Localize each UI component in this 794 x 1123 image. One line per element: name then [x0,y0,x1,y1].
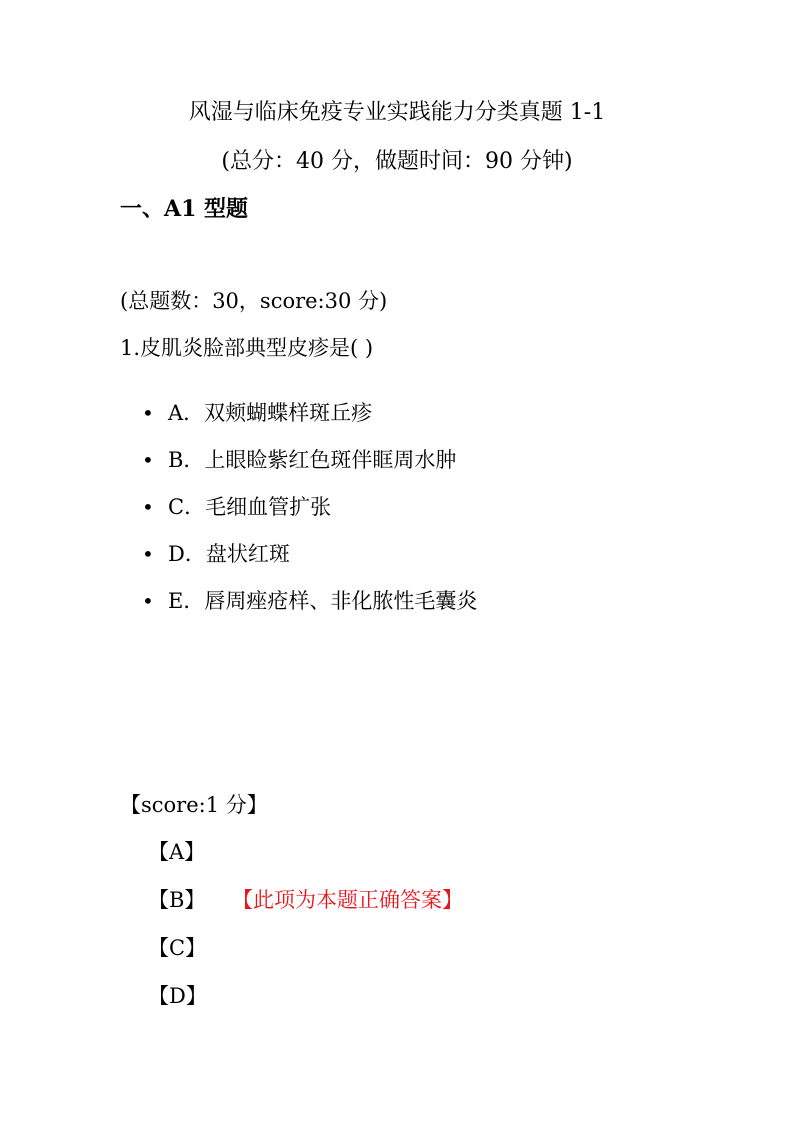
answer-row-b [148,885,463,933]
answer-row-c [148,933,463,981]
option-b [140,445,477,492]
option-d [140,539,477,586]
answer-letter: 【C】 [148,936,207,960]
option-label: C．毛细血管扩张 [168,495,332,519]
answer-row-a [148,837,463,885]
bullet-icon: • [142,448,154,472]
section-summary: (总题数：30，score:30 分) [120,289,388,313]
answer-letter: 【B】 [148,888,206,912]
correct-answer-note: 【此项为本题正确答案】 [232,888,463,912]
question-score: 【score:1 分】 [120,793,268,817]
answer-key [148,837,463,1029]
bullet-icon: • [142,542,154,566]
section-heading: 一、A1 型题 [120,196,249,222]
option-e [140,586,477,633]
option-label: E．唇周痤疮样、非化脓性毛囊炎 [168,589,478,613]
option-label: B．上眼睑紫红色斑伴眶周水肿 [168,448,457,472]
bullet-icon: • [142,589,154,613]
bullet-icon: • [142,495,154,519]
document-title: 风湿与临床免疫专业实践能力分类真题 1-1 [188,100,606,125]
bullet-icon: • [142,401,154,425]
answer-letter: 【D】 [148,984,207,1008]
option-c [140,492,477,539]
option-label: D．盘状红斑 [168,542,290,566]
question-text: 1.皮肌炎脸部典型皮疹是( ) [120,336,374,360]
option-a [140,398,477,445]
answer-letter: 【A】 [148,840,206,864]
options-list [140,398,477,633]
document-subtitle: (总分：40 分，做题时间：90 分钟) [221,149,573,174]
option-label: A．双颊蝴蝶样斑丘疹 [168,401,373,425]
answer-row-d [148,981,463,1029]
